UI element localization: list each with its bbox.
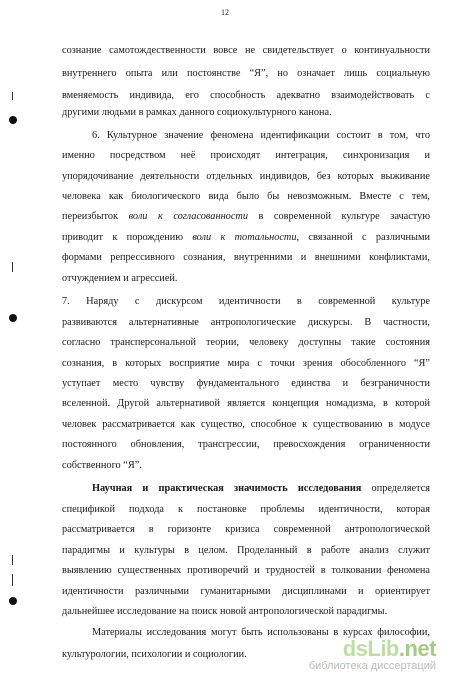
- text-line: рассматривается в горизонте кризиса современной антропологической: [62, 524, 430, 535]
- watermark-logo: dsLib.net: [342, 636, 436, 661]
- text-line: внутреннего опыта или постоянстве “Я”, но означает лишь социальную: [62, 68, 430, 79]
- text-line: другими людьми в рамках данного социокультурного канона.: [62, 107, 332, 118]
- text-line: Материалы исследования могут быть использованы в курсах философии,: [92, 627, 430, 638]
- text-line: дальнейшее исследование на поиск новой антропологической парадигмы.: [62, 606, 388, 617]
- watermark: [309, 636, 436, 672]
- text-line: 6. Культурное значение феномена идентификации состоит в том, что: [92, 130, 430, 141]
- binding-hole-bottom: [9, 597, 17, 605]
- text-line: переизбыток воли к согласованности в современной культуре зачастую: [62, 211, 431, 222]
- margin-mark: [12, 92, 13, 100]
- text-line: формами репрессивного сознания, внутренними и внешними конфликтами,: [62, 252, 430, 263]
- text-line: идентичности различными гуманитарными дисциплинами и ориентирует: [62, 586, 430, 597]
- text-line: приводит к порождению воли к тотальности, связанной с различными: [62, 232, 430, 243]
- binding-hole-top: [9, 116, 17, 124]
- text-line: парадигмы и культуры в целом. Проделанный в работе анализ служит: [62, 545, 430, 556]
- text-line: человека как биологического вида было бы невозможным. Вместе с тем,: [62, 191, 430, 202]
- text-line: постоянного обновления, трансгрессии, превосхождения ограниченности: [62, 439, 430, 450]
- text-line: спецификой подхода к постановке проблемы идентичности, которая: [62, 504, 430, 515]
- text-line: собственного “Я”.: [62, 460, 142, 471]
- text-line: 7. Наряду с дискурсом идентичности в современной культуре: [62, 296, 430, 307]
- margin-mark: [12, 574, 13, 586]
- binding-hole-middle: [9, 314, 17, 322]
- text-line: вменяемость индивида, его способность адекватно взаимодействовать с: [62, 90, 430, 101]
- text-line: именно посредством неё происходят интеграция, синхронизация и: [62, 150, 430, 161]
- text-line: выявлению существенных противоречий и трудностей в толковании феномена: [62, 565, 430, 576]
- text-line: сознания, в которых восприятие мира с точки зрения обособленного “Я”: [62, 358, 430, 369]
- italic-phrase: воли к согласованности: [128, 211, 248, 222]
- watermark-subtitle: библиотека диссертаций: [308, 660, 436, 672]
- text-line: развиваются альтернативные антропологические дискурсы. В частности,: [62, 317, 430, 328]
- text-line: отчуждением и агрессией.: [62, 273, 178, 284]
- text-line: сознание самотождественности вовсе не свидетельствует о континуальности: [62, 45, 430, 56]
- text-line: уступает место чувству фундаментального единства и безграничности: [62, 378, 430, 389]
- text-line: человек рассматривается как существо, способное к существованию в модусе: [62, 419, 430, 430]
- text-line: Научная и практическая значимость исследования определяется: [92, 483, 430, 494]
- margin-mark: [12, 262, 13, 272]
- margin-mark: [12, 555, 13, 565]
- text-line: культурологии, психологии и социологии.: [62, 649, 247, 660]
- text-line: вселенной. Другой альтернативой является концепция номадизма, в которой: [62, 398, 430, 409]
- italic-phrase: воли к тотальности: [192, 232, 297, 243]
- text-line: упорядочивание деятельности отдельных индивидов, без которых выживание: [62, 171, 430, 182]
- bold-phrase: Научная и практическая значимость исследования: [92, 483, 362, 494]
- page-number: 12: [221, 8, 229, 17]
- text-line: согласно трансперсональной теории, человеку доступны такие состояния: [62, 337, 430, 348]
